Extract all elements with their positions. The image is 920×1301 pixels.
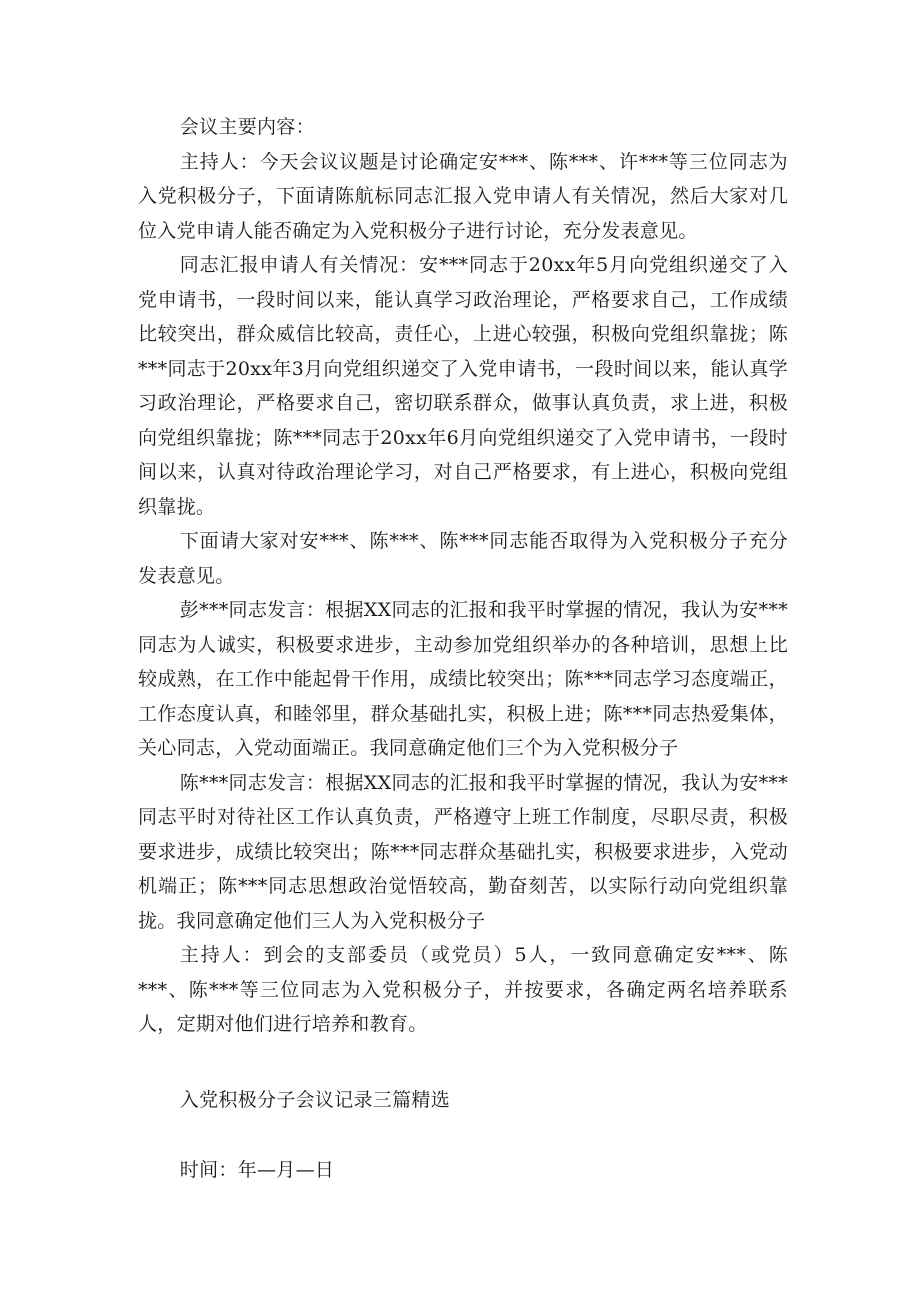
document-page — [138, 110, 788, 1188]
host-opening-paragraph: 主持人：今天会议议题是讨论确定安***、陈***、许***等三位同志为入党积极分子，下面请陈航标同志汇报入党申请人有关情况，然后大家对几位入党申请人能否确定为入党积极分子进行讨论，充分发表意见。 — [138, 150, 788, 242]
meeting-content-heading: 会议主要内容： — [179, 116, 315, 138]
applicant-report-paragraph: 同志汇报申请人有关情况：安***同志于20xx年5月向党组织递交了入党申请书，一段时间以来，能认真学习政治理论，严格要求自己，工作成绩比较突出，群众威信比较高，责任心，上进心较强，积极向党组织靠拢；陈***同志于20xx年3月向党组织递交了入党申请书，一段时间以来，能认真学习政治理论，严格要求自己，密切联系群众，做事认真负责，求上进，积极向党组织靠拢；陈***同志于20xx年6月向党组织递交了入党申请书，一段时间以来，认真对待政治理论学习，对自己严格要求，有上进心，积极向党组织靠拢。 — [138, 254, 788, 518]
time-spacer — [138, 1117, 788, 1153]
section-spacer — [138, 1042, 788, 1083]
section-title: 入党积极分子会议记录三篇精选 — [179, 1088, 450, 1111]
peng-speech-paragraph: 彭***同志发言：根据XX同志的汇报和我平时掌握的情况，我认为安***同志为人诚实，积极要求进步，主动参加党组织举办的各种培训，思想上比较成熟，在工作中能起骨干作用，成绩比较突出；陈***同志学习态度端正，工作态度认真，和睦邻里，群众基础扎实，积极上进；陈***同志热爱集体，关心同志，入党动面端正。我同意确定他们三个为入党积极分子 — [138, 599, 788, 759]
chen-speech-paragraph: 陈***同志发言：根据XX同志的汇报和我平时掌握的情况，我认为安***同志平时对待社区工作认真负责，严格遵守上班工作制度，尽职尽责，积极要求进步，成绩比较突出；陈***同志群众基础扎实，积极要求进步，入党动机端正；陈***同志思想政治觉悟较高，勤奋刻苦，以实际行动向党组织靠拢。我同意确定他们三人为入党积极分子 — [138, 771, 788, 932]
discussion-invite-paragraph: 下面请大家对安***、陈***、陈***同志能否取得为入党积极分子充分发表意见。 — [138, 530, 788, 587]
meeting-time-line: 时间：年—月—日 — [179, 1159, 335, 1181]
host-conclusion-paragraph: 主持人：到会的支部委员（或党员）5人，一致同意确定安***、陈***、陈***等三位同志为入党积极分子，并按要求，各确定两名培养联系人，定期对他们进行培养和教育。 — [138, 944, 788, 1035]
